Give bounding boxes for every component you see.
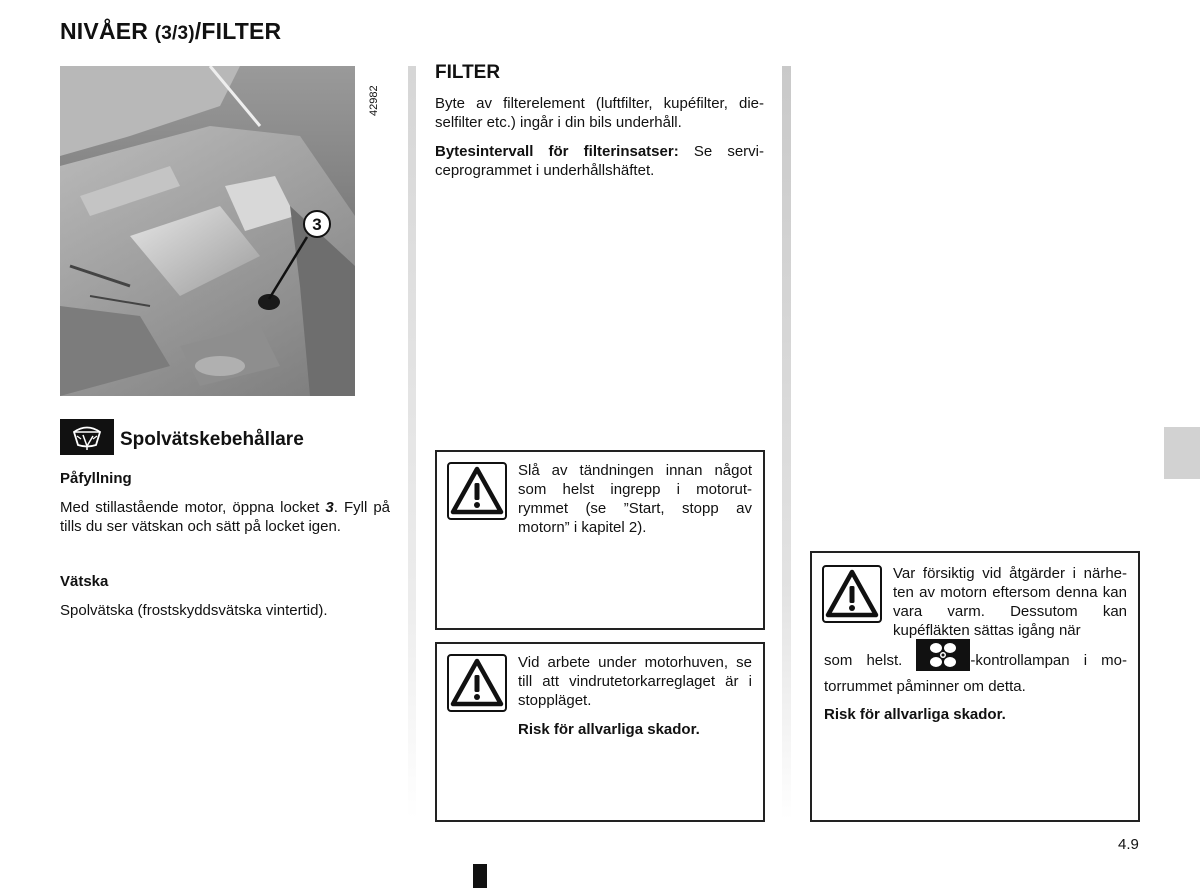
warning-heat-text-continued xyxy=(824,645,1127,696)
column-divider-middle xyxy=(782,66,791,820)
warning-heat-risk: Risk för allvarliga skador. xyxy=(824,706,1006,723)
warning-heat-text-b1: som helst. xyxy=(824,651,917,669)
filling-paragraph xyxy=(60,498,390,536)
column-divider-left xyxy=(408,66,416,820)
warning-ignition-text: Slå av tändningen innan något som helst ingrepp i motorut-rymmet (se ”Start, stopp av motorn” i kapitel 2). xyxy=(518,462,752,536)
warning-heat-text: Var försiktig vid åtgärder i närhe-ten av motorn eftersom denna kan vara varm. Dessutom kan kupéfläkten sättas igång när xyxy=(893,565,1127,639)
warning-triangle-icon xyxy=(447,462,507,520)
filter-interval-label: Bytesintervall för filterinsatser: xyxy=(435,143,679,160)
title-part-filter: /FILTER xyxy=(194,18,282,44)
warning-triangle-icon xyxy=(822,565,882,623)
warning-box-ignition xyxy=(435,450,765,630)
warning-heat-text-b2: -kontrollampan i mo-torrummet påminner om detta. xyxy=(824,651,1127,695)
fan-icon xyxy=(916,639,970,671)
filter-interval-paragraph xyxy=(435,142,764,180)
title-part-levels: NIVÅER xyxy=(60,18,155,44)
warning-box-wipers xyxy=(435,642,765,822)
filter-intro-paragraph: Byte av filterelement (luftfilter, kupéfilter, die-selfilter etc.) ingår i din bils underhåll. xyxy=(435,95,764,131)
photo-callout-number: 3 xyxy=(312,215,322,234)
fluid-subheading: Vätska xyxy=(60,573,109,590)
chapter-side-tab xyxy=(1164,427,1200,479)
photo-reference-code: 42982 xyxy=(368,85,380,116)
warning-box-engine-heat xyxy=(810,551,1140,822)
filling-text-b: . Fyll på tills du ser vätskan och sätt på locket igen. xyxy=(60,499,391,535)
page-title xyxy=(60,18,281,45)
engine-bay-photo xyxy=(60,66,355,396)
washer-section-heading: Spolvätskebehållare xyxy=(120,429,304,450)
footer-marker xyxy=(473,864,487,888)
warning-wipers-text: Vid arbete under motorhuven, se till att vindrutetorkarreglaget är i stoppläget. xyxy=(518,654,752,709)
filter-interval-text: Se servi-ceprogrammet i underhållshäftet. xyxy=(435,143,764,179)
filter-heading: FILTER xyxy=(435,62,501,83)
warning-wipers-risk: Risk för allvarliga skador. xyxy=(518,721,700,738)
filling-callout-ref: 3 xyxy=(325,499,334,516)
windscreen-washer-icon xyxy=(60,419,114,455)
page-number: 4.9 xyxy=(1118,836,1139,853)
filling-text-a: Med stillastående motor, öppna locket xyxy=(60,499,326,516)
warning-triangle-icon xyxy=(447,654,507,712)
fluid-paragraph: Spolvätska (frostskyddsvätska vintertid). xyxy=(60,602,328,619)
filling-subheading: Påfyllning xyxy=(60,470,132,487)
title-part-pagination: (3/3) xyxy=(154,23,195,44)
